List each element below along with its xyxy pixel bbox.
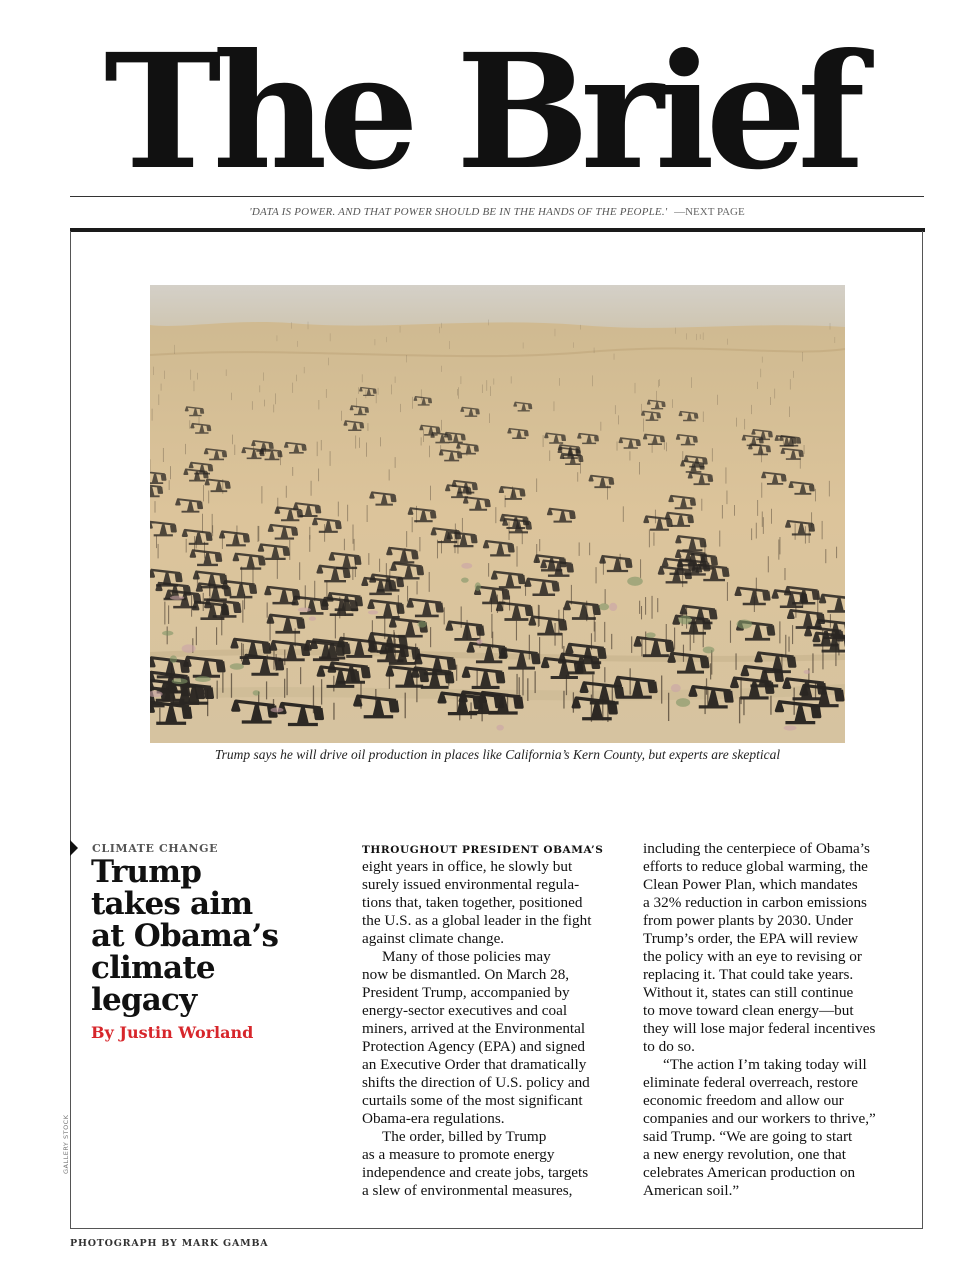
teaser-source: —NEXT PAGE [674, 206, 745, 218]
photo-agency-credit: GALLERY STOCK [62, 1114, 70, 1174]
body-column-1 [362, 840, 644, 1200]
body-line: replacing it. That could take years. [643, 966, 854, 983]
masthead-rule [70, 196, 924, 197]
body-line: an Executive Order that dramatically [362, 1056, 587, 1073]
body-line: from power plants by 2030. Under [643, 912, 854, 929]
body-line: eliminate federal overreach, restore [643, 1074, 859, 1091]
body-line: energy-sector executives and coal [362, 1002, 568, 1019]
body-line: the U.S. as a global leader in the fight [362, 912, 592, 929]
masthead-title: The Brief [104, 38, 857, 188]
body-line: American soil.” [643, 1182, 740, 1199]
byline: By Justin Worland [91, 1023, 254, 1042]
headline-line: legacy [91, 982, 197, 1018]
body-line: Without it, states can still continue [643, 984, 854, 1001]
teaser-quote-text: 'DATA IS POWER. AND THAT POWER SHOULD BE IN THE HANDS OF THE PEOPLE.' [249, 206, 668, 218]
body-line: said Trump. “We are going to start [643, 1128, 853, 1145]
headline-line: at Obama’s [91, 918, 279, 954]
teaser-quote [70, 206, 924, 218]
body-column-2 [643, 840, 925, 1200]
body-line: a new energy revolution, one that [643, 1146, 846, 1163]
photo-credit: PHOTOGRAPH BY MARK GAMBA [70, 1238, 269, 1249]
body-line: against climate change. [362, 930, 505, 947]
body-line: including the centerpiece of Obama’s [643, 840, 870, 857]
body-line: “The action I’m taking today will [663, 1056, 867, 1073]
body-line: Trump’s order, the EPA will review [643, 930, 859, 947]
body-line: Many of those policies may [382, 948, 551, 965]
headline-line: Trump [91, 854, 202, 890]
lead-in: THROUGHOUT PRESIDENT OBAMA’S [362, 844, 604, 856]
body-line: celebrates American production on [643, 1164, 856, 1181]
body-line: curtails some of the most significant [362, 1092, 583, 1109]
oilfield-illustration [150, 285, 845, 743]
body-line: President Trump, accompanied by [362, 984, 570, 1001]
body-line: economic freedom and allow our [643, 1092, 844, 1109]
body-line: a slew of environmental measures, [362, 1182, 573, 1199]
headline-line: climate [91, 950, 215, 986]
body-line: efforts to reduce global warming, the [643, 858, 868, 875]
body-line: a 32% reduction in carbon emissions [643, 894, 867, 911]
body-line: independence and create jobs, targets [362, 1164, 589, 1181]
body-line: eight years in office, he slowly but [362, 858, 573, 875]
body-line: companies and our workers to thrive,” [643, 1110, 876, 1127]
photo-caption: Trump says he will drive oil production in places like California’s Kern County, but experts are skeptical [214, 747, 781, 762]
body-line: shifts the direction of U.S. policy and [362, 1074, 590, 1091]
body-line: miners, arrived at the Environmental [362, 1020, 586, 1037]
body-line: The order, billed by Trump [382, 1128, 547, 1145]
body-line: surely issued environmental regula- [362, 876, 580, 893]
body-line: to do so. [643, 1038, 695, 1055]
headline-line: takes aim [91, 886, 253, 922]
section-marker-arrow [70, 840, 78, 856]
kicker-label: CLIMATE CHANGE [92, 842, 219, 855]
body-line [362, 840, 644, 858]
body-line: to move toward clean energy—but [643, 1002, 854, 1019]
body-line: the policy with an eye to revising or [643, 948, 862, 965]
body-line: as a measure to promote energy [362, 1146, 555, 1163]
body-line: now be dismantled. On March 28, [362, 966, 570, 983]
body-line: Protection Agency (EPA) and signed [362, 1038, 585, 1055]
body-line: Clean Power Plan, which mandates [643, 876, 858, 893]
article-headline [91, 856, 331, 1016]
body-line: Obama-era regulations. [362, 1110, 505, 1127]
oilfield-photo [150, 285, 845, 743]
body-line: tions that, taken together, positioned [362, 894, 583, 911]
body-line: they will lose major federal incentives [643, 1020, 876, 1037]
